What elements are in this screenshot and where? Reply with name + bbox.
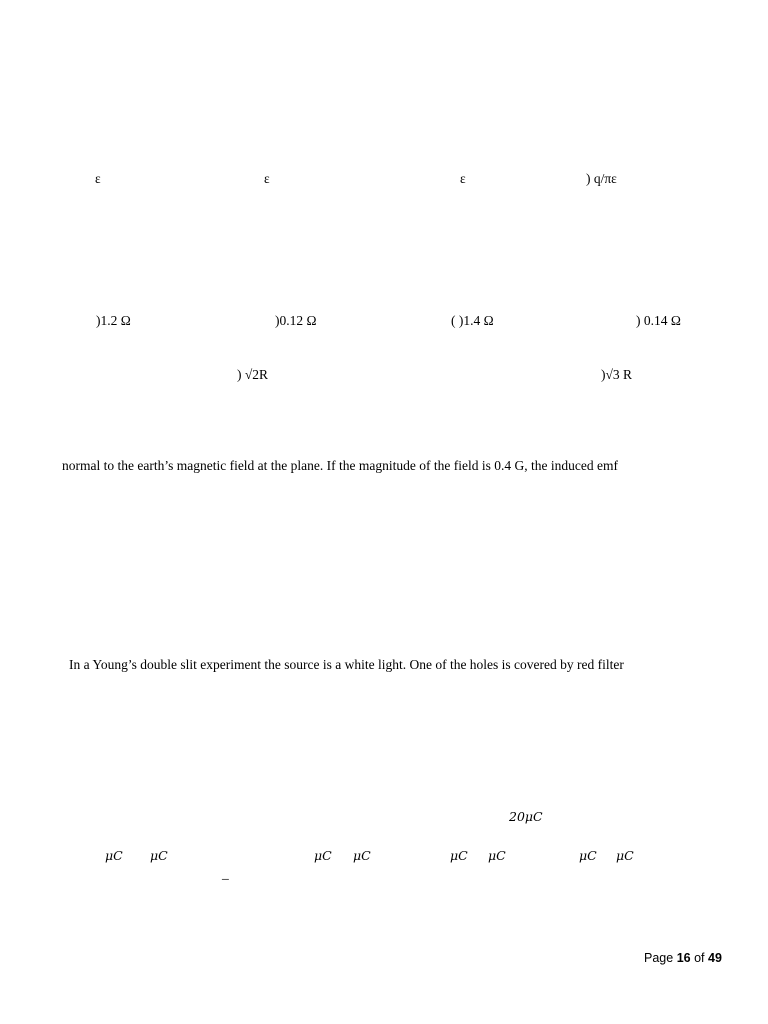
- option-a-unit-1: μC: [105, 848, 123, 863]
- option-b-unit-1: μC: [314, 848, 332, 863]
- footer-page-word: Page: [644, 951, 674, 965]
- dash-mark: _: [222, 866, 229, 881]
- option-a-resistance: )1.2 Ω: [96, 313, 131, 328]
- question-emf-line: normal to the earth’s magnetic field at the plane. If the magnitude of the field is 0.4 G, the induced emf: [62, 458, 618, 473]
- option-a-epsilon: ε: [95, 171, 101, 186]
- option-c-unit-2: μC: [488, 848, 506, 863]
- charge-value: 20μC: [509, 809, 543, 824]
- option-root-3r: )√3 R: [601, 367, 633, 382]
- option-b-unit-2: μC: [353, 848, 371, 863]
- option-c-unit-1: μC: [450, 848, 468, 863]
- option-b-resistance: )0.12 Ω: [275, 313, 317, 328]
- footer-total-pages: 49: [708, 951, 722, 965]
- option-d-q-pi-epsilon: ) q/πε: [586, 171, 617, 186]
- question-young-line: In a Young’s double slit experiment the source is a white light. One of the holes is covered by red filter: [69, 657, 624, 672]
- option-c-resistance: ( )1.4 Ω: [451, 313, 494, 328]
- option-d-unit-1: μC: [579, 848, 597, 863]
- option-d-resistance: ) 0.14 Ω: [636, 313, 681, 328]
- footer-of-word: of: [694, 951, 705, 965]
- option-d-unit-2: μC: [616, 848, 634, 863]
- footer-current-page: 16: [676, 951, 691, 965]
- option-b-epsilon: ε: [264, 171, 270, 186]
- option-a-unit-2: μC: [150, 848, 168, 863]
- page-number-footer: [644, 951, 722, 965]
- option-c-epsilon: ε: [460, 171, 466, 186]
- option-root-2r: ) √2R: [237, 367, 269, 382]
